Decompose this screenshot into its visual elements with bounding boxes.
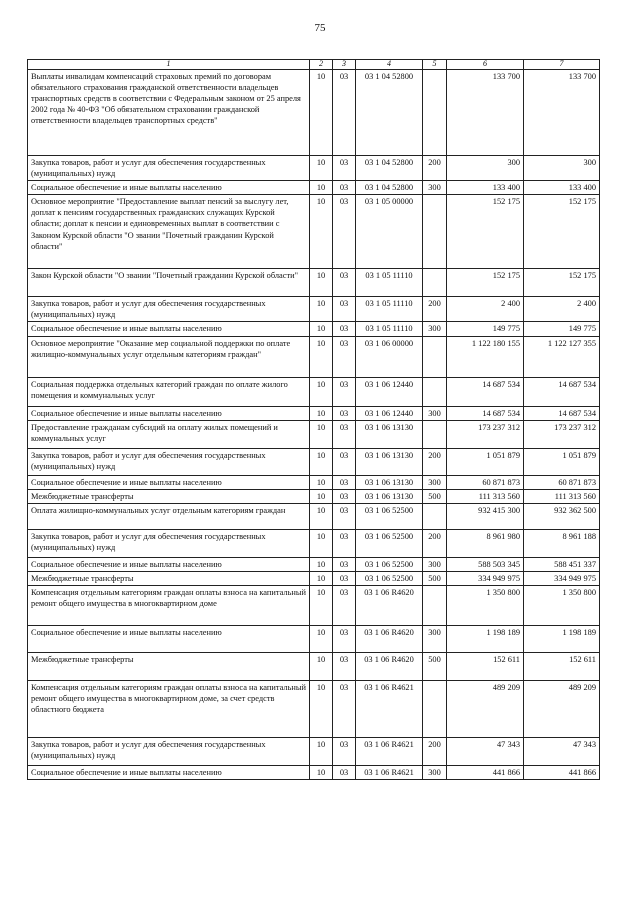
amount-year-2: 152 175	[524, 195, 600, 269]
expense-type-code: 200	[423, 448, 447, 475]
subsection-code: 03	[333, 336, 356, 377]
section-code: 10	[310, 420, 333, 448]
section-code: 10	[310, 269, 333, 297]
amount-year-1: 300	[447, 156, 524, 181]
section-code: 10	[310, 503, 333, 529]
row-name: Основное мероприятие "Оказание мер социальной поддержки по оплате жилищно-коммунальных услуг отдельным категориям граждан"	[28, 336, 310, 377]
table-row	[28, 181, 600, 195]
section-code: 10	[310, 681, 333, 738]
table-row	[28, 377, 600, 406]
table-row	[28, 406, 600, 420]
table-row	[28, 586, 600, 626]
expense-type-code	[423, 70, 447, 156]
section-code: 10	[310, 336, 333, 377]
target-article-code: 03 1 06 00000	[356, 336, 423, 377]
subsection-code: 03	[333, 195, 356, 269]
table-row	[28, 420, 600, 448]
row-name: Социальное обеспечение и иные выплаты населению	[28, 626, 310, 653]
expense-type-code	[423, 420, 447, 448]
table-row	[28, 681, 600, 738]
row-name: Социальное обеспечение и иные выплаты населению	[28, 475, 310, 489]
expense-type-code: 300	[423, 475, 447, 489]
table-row	[28, 475, 600, 489]
row-name: Социальное обеспечение и иные выплаты населению	[28, 766, 310, 780]
target-article-code: 03 1 06 13130	[356, 489, 423, 503]
subsection-code: 03	[333, 557, 356, 571]
subsection-code: 03	[333, 681, 356, 738]
amount-year-2: 932 362 500	[524, 503, 600, 529]
table-row	[28, 156, 600, 181]
table-row	[28, 529, 600, 557]
section-code: 10	[310, 626, 333, 653]
subsection-code: 03	[333, 70, 356, 156]
subsection-code: 03	[333, 529, 356, 557]
column-header: 3	[333, 60, 356, 70]
row-name: Закупка товаров, работ и услуг для обеспечения государственных (муниципальных) нужд	[28, 297, 310, 322]
amount-year-2: 1 122 127 355	[524, 336, 600, 377]
expense-type-code: 300	[423, 626, 447, 653]
expense-type-code: 200	[423, 297, 447, 322]
table-body	[28, 70, 600, 780]
expense-type-code	[423, 503, 447, 529]
section-code: 10	[310, 181, 333, 195]
subsection-code: 03	[333, 571, 356, 585]
row-name: Закупка товаров, работ и услуг для обеспечения государственных (муниципальных) нужд	[28, 529, 310, 557]
section-code: 10	[310, 297, 333, 322]
table-row	[28, 297, 600, 322]
expense-type-code	[423, 269, 447, 297]
row-name: Закон Курской области "О звании "Почетный гражданин Курской области"	[28, 269, 310, 297]
column-header: 4	[356, 60, 423, 70]
subsection-code: 03	[333, 156, 356, 181]
amount-year-2: 441 866	[524, 766, 600, 780]
section-code: 10	[310, 448, 333, 475]
table-row	[28, 571, 600, 585]
target-article-code: 03 1 06 13130	[356, 420, 423, 448]
amount-year-2: 133 700	[524, 70, 600, 156]
target-article-code: 03 1 04 52800	[356, 181, 423, 195]
amount-year-2: 588 451 337	[524, 557, 600, 571]
expense-type-code: 300	[423, 181, 447, 195]
expense-type-code	[423, 377, 447, 406]
amount-year-1: 1 051 879	[447, 448, 524, 475]
expense-type-code	[423, 681, 447, 738]
row-name: Межбюджетные трансферты	[28, 489, 310, 503]
expense-type-code	[423, 586, 447, 626]
amount-year-2: 1 051 879	[524, 448, 600, 475]
subsection-code: 03	[333, 766, 356, 780]
amount-year-2: 60 871 873	[524, 475, 600, 489]
table-row	[28, 448, 600, 475]
amount-year-1: 152 175	[447, 195, 524, 269]
subsection-code: 03	[333, 653, 356, 681]
section-code: 10	[310, 195, 333, 269]
expense-type-code: 300	[423, 322, 447, 336]
section-code: 10	[310, 571, 333, 585]
target-article-code: 03 1 06 13130	[356, 448, 423, 475]
amount-year-2: 149 775	[524, 322, 600, 336]
target-article-code: 03 1 06 52500	[356, 571, 423, 585]
row-name: Закупка товаров, работ и услуг для обеспечения государственных (муниципальных) нужд	[28, 738, 310, 766]
row-name: Компенсация отдельным категориям граждан оплаты взноса на капитальный ремонт общего имущества в многоквартирном доме, за счет средств областного бюджета	[28, 681, 310, 738]
amount-year-1: 8 961 980	[447, 529, 524, 557]
target-article-code: 03 1 06 12440	[356, 406, 423, 420]
table-row	[28, 195, 600, 269]
section-code: 10	[310, 557, 333, 571]
amount-year-1: 173 237 312	[447, 420, 524, 448]
target-article-code: 03 1 06 R4621	[356, 681, 423, 738]
amount-year-1: 1 350 800	[447, 586, 524, 626]
budget-table	[27, 59, 600, 780]
amount-year-2: 152 611	[524, 653, 600, 681]
section-code: 10	[310, 738, 333, 766]
amount-year-1: 1 122 180 155	[447, 336, 524, 377]
target-article-code: 03 1 04 52800	[356, 156, 423, 181]
subsection-code: 03	[333, 503, 356, 529]
amount-year-2: 133 400	[524, 181, 600, 195]
row-name: Социальное обеспечение и иные выплаты населению	[28, 181, 310, 195]
amount-year-2: 47 343	[524, 738, 600, 766]
target-article-code: 03 1 06 52500	[356, 503, 423, 529]
amount-year-2: 2 400	[524, 297, 600, 322]
table-row	[28, 489, 600, 503]
target-article-code: 03 1 06 52500	[356, 557, 423, 571]
amount-year-1: 47 343	[447, 738, 524, 766]
expense-type-code: 200	[423, 529, 447, 557]
section-code: 10	[310, 377, 333, 406]
expense-type-code: 300	[423, 557, 447, 571]
amount-year-1: 14 687 534	[447, 377, 524, 406]
target-article-code: 03 1 06 52500	[356, 529, 423, 557]
table-row	[28, 336, 600, 377]
amount-year-2: 489 209	[524, 681, 600, 738]
subsection-code: 03	[333, 377, 356, 406]
table-row	[28, 557, 600, 571]
amount-year-1: 334 949 975	[447, 571, 524, 585]
subsection-code: 03	[333, 626, 356, 653]
column-header: 6	[447, 60, 524, 70]
amount-year-1: 111 313 560	[447, 489, 524, 503]
row-name: Компенсация отдельным категориям граждан оплаты взноса на капитальный ремонт общего имущества в многоквартирном доме	[28, 586, 310, 626]
expense-type-code	[423, 195, 447, 269]
section-code: 10	[310, 475, 333, 489]
table-row	[28, 738, 600, 766]
row-name: Предоставление гражданам субсидий на оплату жилых помещений и коммунальных услуг	[28, 420, 310, 448]
target-article-code: 03 1 06 R4620	[356, 653, 423, 681]
column-header: 5	[423, 60, 447, 70]
column-header: 2	[310, 60, 333, 70]
target-article-code: 03 1 05 11110	[356, 322, 423, 336]
table-row	[28, 653, 600, 681]
amount-year-2: 334 949 975	[524, 571, 600, 585]
expense-type-code: 300	[423, 766, 447, 780]
target-article-code: 03 1 06 R4620	[356, 626, 423, 653]
target-article-code: 03 1 05 11110	[356, 269, 423, 297]
amount-year-2: 1 198 189	[524, 626, 600, 653]
row-name: Социальная поддержка отдельных категорий граждан по оплате жилого помещения и коммунальных услуг	[28, 377, 310, 406]
row-name: Оплата жилищно-коммунальных услуг отдельным категориям граждан	[28, 503, 310, 529]
row-name: Межбюджетные трансферты	[28, 571, 310, 585]
amount-year-2: 8 961 188	[524, 529, 600, 557]
row-name: Социальное обеспечение и иные выплаты населению	[28, 322, 310, 336]
section-code: 10	[310, 586, 333, 626]
row-name: Закупка товаров, работ и услуг для обеспечения государственных (муниципальных) нужд	[28, 156, 310, 181]
amount-year-2: 111 313 560	[524, 489, 600, 503]
amount-year-1: 2 400	[447, 297, 524, 322]
subsection-code: 03	[333, 297, 356, 322]
target-article-code: 03 1 06 12440	[356, 377, 423, 406]
amount-year-2: 1 350 800	[524, 586, 600, 626]
amount-year-1: 588 503 345	[447, 557, 524, 571]
section-code: 10	[310, 653, 333, 681]
amount-year-1: 133 700	[447, 70, 524, 156]
table-row	[28, 322, 600, 336]
expense-type-code: 500	[423, 653, 447, 681]
row-name: Основное мероприятие "Предоставление выплат пенсий за выслугу лет, доплат к пенсиям государственных гражданских служащих Курской области; доплат к пенсии и единовременных выплат в соответствии с Законом Курской области "О звании "Почетный гражданин Курской области"	[28, 195, 310, 269]
amount-year-1: 60 871 873	[447, 475, 524, 489]
expense-type-code: 500	[423, 489, 447, 503]
section-code: 10	[310, 406, 333, 420]
table-row	[28, 626, 600, 653]
column-header: 7	[524, 60, 600, 70]
amount-year-1: 932 415 300	[447, 503, 524, 529]
amount-year-1: 14 687 534	[447, 406, 524, 420]
target-article-code: 03 1 06 R4621	[356, 738, 423, 766]
section-code: 10	[310, 529, 333, 557]
subsection-code: 03	[333, 475, 356, 489]
section-code: 10	[310, 322, 333, 336]
section-code: 10	[310, 156, 333, 181]
amount-year-2: 14 687 534	[524, 377, 600, 406]
row-name: Межбюджетные трансферты	[28, 653, 310, 681]
amount-year-2: 300	[524, 156, 600, 181]
subsection-code: 03	[333, 586, 356, 626]
row-name: Закупка товаров, работ и услуг для обеспечения государственных (муниципальных) нужд	[28, 448, 310, 475]
amount-year-2: 152 175	[524, 269, 600, 297]
amount-year-2: 14 687 534	[524, 406, 600, 420]
expense-type-code	[423, 336, 447, 377]
target-article-code: 03 1 06 13130	[356, 475, 423, 489]
amount-year-1: 152 611	[447, 653, 524, 681]
row-name: Выплаты инвалидам компенсаций страховых премий по договорам обязательного страхования гражданской ответственности владельцев транспортных средств в соответствии с Федеральным законом от 25 апреля 2002 года № 40-ФЗ "Об обязательном страховании гражданской ответственности владельцев транспортных средств"	[28, 70, 310, 156]
row-name: Социальное обеспечение и иные выплаты населению	[28, 406, 310, 420]
amount-year-1: 1 198 189	[447, 626, 524, 653]
column-header: 1	[28, 60, 310, 70]
subsection-code: 03	[333, 489, 356, 503]
amount-year-2: 173 237 312	[524, 420, 600, 448]
table-row	[28, 503, 600, 529]
expense-type-code: 300	[423, 406, 447, 420]
subsection-code: 03	[333, 181, 356, 195]
page-number: 75	[314, 22, 326, 34]
subsection-code: 03	[333, 738, 356, 766]
subsection-code: 03	[333, 448, 356, 475]
table-row	[28, 766, 600, 780]
subsection-code: 03	[333, 322, 356, 336]
section-code: 10	[310, 70, 333, 156]
section-code: 10	[310, 489, 333, 503]
target-article-code: 03 1 05 00000	[356, 195, 423, 269]
table-row	[28, 70, 600, 156]
target-article-code: 03 1 06 R4620	[356, 586, 423, 626]
table-row	[28, 269, 600, 297]
expense-type-code: 200	[423, 738, 447, 766]
subsection-code: 03	[333, 269, 356, 297]
column-number-row	[28, 60, 600, 70]
amount-year-1: 152 175	[447, 269, 524, 297]
section-code: 10	[310, 766, 333, 780]
amount-year-1: 133 400	[447, 181, 524, 195]
target-article-code: 03 1 04 52800	[356, 70, 423, 156]
target-article-code: 03 1 05 11110	[356, 297, 423, 322]
amount-year-1: 441 866	[447, 766, 524, 780]
expense-type-code: 200	[423, 156, 447, 181]
subsection-code: 03	[333, 406, 356, 420]
amount-year-1: 489 209	[447, 681, 524, 738]
amount-year-1: 149 775	[447, 322, 524, 336]
row-name: Социальное обеспечение и иные выплаты населению	[28, 557, 310, 571]
subsection-code: 03	[333, 420, 356, 448]
expense-type-code: 500	[423, 571, 447, 585]
target-article-code: 03 1 06 R4621	[356, 766, 423, 780]
